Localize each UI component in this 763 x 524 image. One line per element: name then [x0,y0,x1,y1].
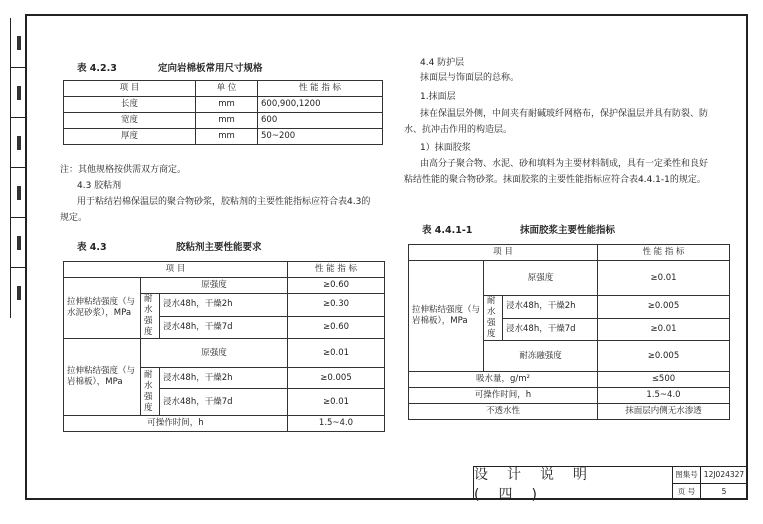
table-cell: 吸水量，g/m² [409,372,598,388]
size-spec-table [63,80,383,145]
subgroup-label: 耐水强度 [141,368,160,416]
table-title: 抹面胶浆主要性能指标 [520,225,616,236]
table-cell: 可操作时间，h [64,416,288,432]
margin-review-strip [10,18,27,318]
value-cell: ≥0.005 [288,368,385,389]
paragraph-line: 1.抹面层 [420,92,456,102]
table-cell: mm [196,113,258,129]
value-cell: ≥0.01 [288,339,385,368]
table-cell: 原强度 [484,261,598,296]
paragraph-line: 规定。 [60,213,88,223]
table-row [409,404,730,420]
title-block-row [672,467,747,484]
table-cell: 浸水48h，干燥7d [160,389,288,416]
table-cell: 浸水48h，干燥2h [160,294,288,317]
table-caption: 表 4.2.3 [77,63,117,74]
margin-cell [11,68,26,118]
margin-cell [11,118,26,168]
paragraph-line: 抹面层与饰面层的总称。 [420,73,520,83]
paragraph-line: 水、抗冲击作用的构造层。 [404,125,513,135]
value-cell: 1.5~4.0 [598,388,730,404]
paragraph-line: 1）抹面胶浆 [420,143,471,153]
group-label: 拉伸粘结强度（与岩棉板），MPa [409,261,484,372]
table-cell: 可操作时间，h [409,388,598,404]
page-number-label: 页 号 [672,484,701,500]
table-row [64,113,383,129]
value-cell: ≥0.60 [288,316,385,339]
table-title: 定向岩棉板常用尺寸规格 [158,63,263,74]
table-cell: 浸水48h，干燥7d [503,318,598,341]
table-cell: 宽度 [64,113,196,129]
table-header-row [64,262,385,278]
header-cell: 性 能 指 标 [598,245,730,261]
table-row [64,339,385,368]
header-cell: 项 目 [409,245,598,261]
title-block-grid [672,467,747,500]
adhesive-table [63,261,385,432]
table-caption: 表 4.4.1-1 [422,225,473,236]
section-heading: 4.3 胶粘剂 [77,181,122,191]
value-cell: ≥0.005 [598,341,730,372]
subgroup-label: 耐水强度 [141,294,160,339]
section-heading: 4.4 防护层 [420,58,465,68]
margin-cell [11,168,26,218]
table-cell: 600,900,1200 [258,97,383,113]
header-cell: 项 目 [64,262,288,278]
atlas-number-label: 图集号 [672,467,701,483]
page-number-value: 5 [721,487,727,496]
value-cell: ≥0.01 [598,261,730,296]
paragraph-line: 由高分子聚合物、水泥、砂和填料为主要材料制成，具有一定柔性和良好 [420,159,709,169]
table-cell: 浸水48h，干燥2h [160,368,288,389]
header-cell: 项 目 [64,81,196,97]
value-cell: ≥0.30 [288,294,385,317]
table-cell: 600 [258,113,383,129]
table-title: 胶粘剂主要性能要求 [176,242,262,253]
drawing-title: 设计说明(四) [474,466,606,503]
margin-cell [11,268,26,317]
table-header-row [64,81,383,97]
header-cell: 单 位 [196,81,258,97]
header-cell: 性 能 指 标 [288,262,385,278]
table-cell: mm [196,129,258,145]
group-label: 拉伸粘结强度（与岩棉板），MPa [64,339,141,416]
value-cell: ≤500 [598,372,730,388]
group-label: 拉伸粘结强度（与水泥砂浆），MPa [64,278,141,339]
table-row [64,97,383,113]
value-cell: 1.5~4.0 [288,416,385,432]
paragraph-line: 用于粘结岩棉保温层的聚合物砂浆，胶粘剂的主要性能指标应符合表4.3的 [77,197,371,207]
margin-cell [11,218,26,268]
table-row [409,261,730,296]
atlas-number-value: 12J024327 [703,470,745,479]
table-row [64,278,385,294]
table-cell: 不透水性 [409,404,598,420]
paragraph-line: 抹在保温层外侧，中间夹有耐碱玻纤网格布，保护保温层并具有防裂、防 [420,109,709,119]
table-cell: 长度 [64,97,196,113]
render-mortar-table [408,244,730,420]
table-cell: 耐冻融强度 [484,341,598,372]
table-cell: 50~200 [258,129,383,145]
value-cell: ≥0.01 [598,318,730,341]
title-block [473,466,747,503]
table-cell: 厚度 [64,129,196,145]
table-row [409,372,730,388]
table-cell: 浸水48h，干燥7d [160,316,288,339]
value-cell: 抹面层内侧无水渗透 [598,404,730,420]
table-cell: 浸水48h，干燥2h [503,296,598,319]
value-cell: ≥0.60 [288,278,385,294]
table-cell: 原强度 [141,339,288,368]
paragraph-line: 粘结性能的聚合物砂浆。抹面胶浆的主要性能指标应符合表4.4.1-1的规定。 [404,175,706,185]
table-row [64,416,385,432]
note-text: 注：其他规格按供需双方商定。 [60,165,187,175]
table-caption: 表 4.3 [77,242,107,253]
title-block-row [672,484,747,500]
table-row [64,129,383,145]
value-cell: ≥0.01 [288,389,385,416]
table-cell: mm [196,97,258,113]
table-header-row [409,245,730,261]
table-cell: 原强度 [141,278,288,294]
value-cell: ≥0.005 [598,296,730,319]
header-cell: 性 能 指 标 [258,81,383,97]
table-row [409,388,730,404]
subgroup-label: 耐水强度 [484,296,503,341]
margin-cell [11,18,26,68]
